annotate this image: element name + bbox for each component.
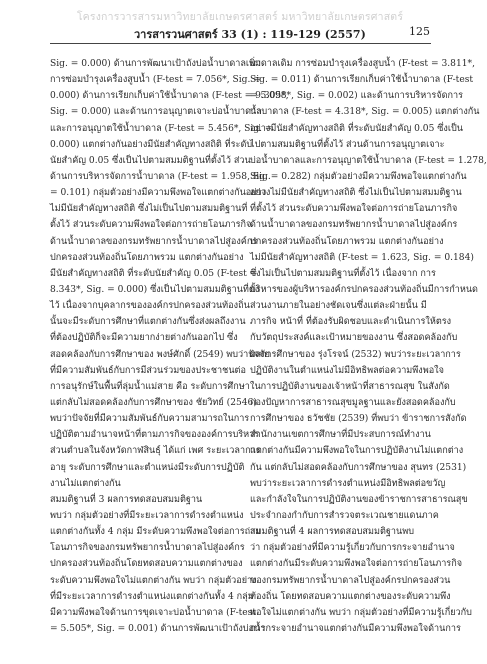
text-line: อย่างไม่มีนัยสำคัญทางสถิติ ซึ่งไม่เป็นไปตามสมมติฐาน bbox=[250, 188, 462, 199]
text-line: ท้องถิ่น โดยทดสอบความแตกต่างของระดับความพึง bbox=[250, 591, 451, 602]
header-rule bbox=[50, 43, 431, 44]
text-line: ปกครองส่วนท้องถิ่นโดยภาพรวม แตกต่างกันอย่าง bbox=[50, 252, 244, 263]
text-line: อายุ ระดับการศึกษาและตำแหน่งมีระดับการปฏิบัติ bbox=[50, 462, 245, 473]
text-line: การศึกษาของ ธวัชชัย (2539) ที่พบว่า ข้าราชการสังกัด bbox=[250, 414, 467, 425]
text-line: 8.343*, Sig. = 0.000) ซึ่งเป็นไปตามสมมติฐานที่ตั้ง bbox=[50, 284, 260, 295]
text-line: Sig. = 0.000) ด้านการพัฒนาเป้าถังบ่อน้ำบาดาลเพิ่ม bbox=[50, 59, 262, 69]
text-line: 0.000) ด้านการเรียกเก็บค่าใช้น้ำบาดาล (F-test = 9.305*, bbox=[50, 91, 289, 102]
text-line: สำนักงานเขตการศึกษาที่มีประสบการณ์ทำงาน bbox=[250, 430, 431, 441]
text-line: Sig. = 0.011) ด้านการเรียกเก็บค่าใช้น้ำบาดาล (F-test bbox=[250, 75, 474, 86]
text-line: การกระจายอำนาจแตกต่างกันมีความพึงพอใจด้านการ bbox=[250, 623, 461, 634]
journal-citation: วารสารวนศาสตร์ 33 (1) : 119-129 (2557) bbox=[134, 28, 366, 41]
text-line: มีความพึงพอใจด้านการขุดเจาะบ่อน้ำบาดาล (F-test bbox=[50, 607, 257, 618]
text-line: ส่วนตำบลในจังหวัดกาฬสินธุ์ ได้แก่ เพศ ระยะเวลาการ bbox=[50, 446, 261, 457]
text-line: การอนุรักษ์ในพื้นที่ลุ่มน้ำแม่สาย คือ ระดับการศึกษา bbox=[50, 381, 250, 392]
text-line: ของกรมทรัพยากรน้ำบาดาลไปสู่องค์กรปกครองส่วน bbox=[250, 575, 451, 586]
text-line: ปฏิบัติงานในตำแหน่งไม่มีอิทธิพลต่อความพึงพอใจ bbox=[250, 365, 444, 376]
text-line: และการอนุญาตใช้น้ำบาดาล (F-test = 5.456*, Sig. = bbox=[50, 123, 273, 134]
text-line: ด้านการบริหารจัดการน้ำบาดาล (F-test = 1.958, Sig. bbox=[50, 171, 271, 182]
text-line: ไว้ เนื่องจากบุคลากรขององค์กรปกครองส่วนท้องถิ่น bbox=[50, 301, 250, 312]
text-line: อย่างมีนัยสำคัญทางสถิติ ที่ระดับนัยสำคัญ 0.05 ซึ่งเป็น bbox=[250, 123, 463, 134]
watermark-text: โครงการวารสารมหาวิทยาลัยเกษตรศาสตร์ มหาวิทยาลัยเกษตรศาสตร์ bbox=[76, 11, 404, 23]
running-header bbox=[50, 25, 430, 41]
text-line: ตั้งไว้ ส่วนระดับความพึงพอใจต่อการถ่ายโอนภารกิจ bbox=[50, 220, 252, 231]
text-line: กับวัตถุประสงค์และเป้าหมายของงาน ซึ่งสอดคล้องกับ bbox=[250, 333, 458, 344]
text-line: ในการปฏิบัติงานของเจ้าหน้าที่สาธารณสุข ในสังกัด bbox=[250, 381, 450, 392]
text-line: กัน แต่กลับไม่สอดคล้องกับการศึกษาของ สุนทร (2531) bbox=[250, 462, 467, 473]
text-line: ไม่มีนัยสำคัญทางสถิติ (F-test = 1.623, Sig. = 0.184) bbox=[250, 252, 474, 263]
left-column bbox=[50, 56, 289, 637]
page-number: 125 bbox=[409, 25, 430, 38]
text-line: สมมติฐานที่ 4 ผลการทดสอบสมมติฐานพบ bbox=[250, 527, 414, 538]
text-line: สอดคล้องกับการศึกษาของ พงษ์ศักดิ์ (2549) พบว่าปัจจัย bbox=[50, 349, 271, 360]
text-line: บริหารของผู้บริหารองค์กรปกครองส่วนท้องถิ่นมีการกำหนด bbox=[250, 284, 478, 295]
text-line: ภารกิจ หน้าที่ ที่ต้องรับผิดชอบและดำเนินการให้ตรง bbox=[250, 317, 452, 328]
text-line: ที่ตั้งไว้ ส่วนระดับความพึงพอใจต่อการถ่ายโอนภารกิจ bbox=[250, 204, 458, 215]
text-line: ระดับความพึงพอใจไม่แตกต่างกัน พบว่า กลุ่มตัวอย่าง bbox=[50, 575, 257, 586]
text-line: Sig. = 0.282) กลุ่มตัวอย่างมีความพึงพอใจแตกต่างกัน bbox=[250, 171, 467, 182]
right-column bbox=[250, 56, 487, 637]
text-line: Sig. = 0.000) และด้านการอนุญาตเจาะบ่อน้ำบาดาล bbox=[50, 107, 262, 118]
text-line: ปกครองส่วนท้องถิ่นโดยทดสอบความแตกต่างของ bbox=[50, 559, 243, 570]
text-line: ปฏิบัติตามอำนาจหน้าที่ตามภารกิจขององค์การบริหาร bbox=[50, 430, 260, 441]
text-line: นั้นจะมีระดับการศึกษาที่แตกต่างกันซึ่งส่งผลถึงงาน bbox=[50, 317, 246, 328]
text-line: ไม่มีนัยสำคัญทางสถิติ ซึ่งไม่เป็นไปตามสมมติฐานที่ bbox=[50, 204, 248, 215]
text-line: สมมติฐานที่ 3 ผลการทดสอบสมมติฐาน bbox=[50, 494, 203, 505]
text-line: แตกต่างกันมีระดับความพึงพอใจต่อการถ่ายโอนภารกิจ bbox=[250, 559, 463, 570]
text-line: น้ำบาดาล (F-test = 4.318*, Sig. = 0.005) แตกต่างกัน bbox=[250, 107, 480, 118]
text-line: ประจำกองกำกับการสำรวจตระเวณชายแดนภาค bbox=[250, 510, 439, 521]
text-line: พบว่าปัจจัยที่มีความสัมพันธ์กับความสามารถในการ bbox=[50, 414, 250, 425]
text-line: ที่ต้องปฏิบัติก็จะมีความยากง่ายต่างกันออกไป ซึ่ง bbox=[50, 333, 238, 344]
text-line: พบว่า กลุ่มตัวอย่างที่มีระยะเวลาการดำรงตำแหน่ง bbox=[50, 510, 244, 521]
text-line: พอใจไม่แตกต่างกัน พบว่า กลุ่มตัวอย่างที่มีความรู้เกี่ยวกับ bbox=[250, 607, 472, 618]
text-line: ซึ่งไม่เป็นไปตามสมมติฐานที่ตั้งไว้ เนื่องจาก การ bbox=[250, 268, 436, 279]
text-line: บาดาลเดิม การซ่อมบำรุงเครื่องสูบน้ำ (F-test = 3.811*, bbox=[250, 59, 475, 69]
text-line: = 0.101) กลุ่มตัวอย่างมีความพึงพอใจแตกต่างกันอย่าง bbox=[50, 188, 267, 199]
text-line: พบว่าระยะเวลาการดำรงตำแหน่งมีอิทธิพลต่อขวัญ bbox=[250, 478, 446, 489]
text-line: งานไม่แตกต่างกัน bbox=[50, 478, 121, 489]
text-line: ไปตามสมมติฐานที่ตั้งไว้ ส่วนด้านการอนุญาตเจาะ bbox=[250, 139, 445, 150]
text-line: บ่อน้ำบาดาลและการอนุญาตใช้น้ำบาดาล (F-test = 1.278, bbox=[250, 155, 487, 166]
text-line: ปกครองส่วนท้องถิ่นโดยภาพรวม แตกต่างกันอย่าง bbox=[250, 236, 444, 247]
text-line: แตกต่างกันทั้ง 4 กลุ่ม มีระดับความพึงพอใจต่อการถ่าย bbox=[50, 527, 261, 538]
text-line: ที่มีระยะเวลาการดำรงตำแหน่งแตกต่างกันทั้ง 4 กลุ่ม bbox=[50, 591, 254, 602]
text-line: แต่กลับไม่สอดคล้องกับการศึกษาของ ชัยวิทย์ (2546) bbox=[50, 397, 257, 408]
text-line: การซ่อมบำรุงเครื่องสูบน้ำ (F-test = 7.056*, Sig. = bbox=[50, 75, 261, 86]
text-line: ด้านน้ำบาดาลของกรมทรัพยากรน้ำบาดาลไปสู่องค์กร bbox=[50, 236, 258, 247]
text-line: 0.000) แตกต่างกันอย่างมีนัยสำคัญทางสถิติ ที่ระดับ bbox=[50, 139, 253, 150]
text-line: ส่วนงานภายในอย่างชัดเจนซึ่งแต่ละฝ่ายนั้น มี bbox=[250, 301, 427, 312]
text-line: มีนัยสำคัญทางสถิติ ที่ระดับนัยสำคัญ 0.05 (F-test = bbox=[50, 268, 258, 279]
text-line: ผลการศึกษาของ รุ่งโรจน์ (2532) พบว่าระยะเวลาการ bbox=[250, 349, 461, 360]
text-line: แตกต่างกันมีความพึงพอใจในการปฏิบัติงานไม่แตกต่าง bbox=[250, 446, 464, 457]
text-line: = 5.505*, Sig. = 0.001) ด้านการพัฒนาเป้าถังบ่อน้ำ bbox=[50, 623, 266, 634]
text-line: ด้านน้ำบาดาลของกรมทรัพยากรน้ำบาดาลไปสู่องค์กร bbox=[250, 220, 458, 231]
text-line: ว่า กลุ่มตัวอย่างที่มีความรู้เกี่ยวกับการกระจายอำนาจ bbox=[250, 543, 455, 554]
text-line: = 5.098*, Sig. = 0.002) และด้านการบริหารจัดการ bbox=[250, 91, 464, 102]
text-line: ที่มีความสัมพันธ์กับการมีส่วนร่วมของประชาชนต่อ bbox=[50, 365, 246, 376]
text-line: นัยสำคัญ 0.05 ซึ่งเป็นไปตามสมมติฐานที่ตั้งไว้ ส่วน bbox=[50, 155, 251, 166]
text-line: กองปัญหาการสาธารณสุขมูลฐานและยังสอดคล้องกับ bbox=[250, 397, 456, 408]
text-line: โอนภารกิจของกรมทรัพยากรน้ำบาดาลไปสู่องค์กร bbox=[50, 543, 245, 554]
text-line: และกำลังใจในการปฏิบัติงานของข้าราชการสาธารณสุข bbox=[250, 494, 468, 505]
